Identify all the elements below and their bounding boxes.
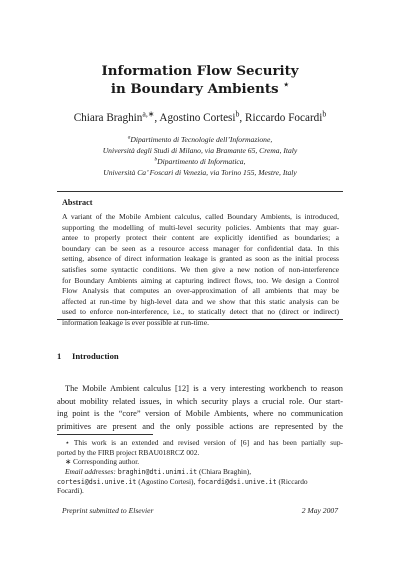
footnote-emails-line2 [57, 477, 343, 487]
section-number: 1 [57, 351, 62, 361]
abstract-line: information leakage is ever possible at run-time. [62, 317, 209, 327]
footer-preprint: Preprint submitted to Elsevier [62, 506, 154, 515]
author-1: Chiara Braghin [73, 112, 143, 124]
abstract-line: used to enforce non-interference, i.e., to statically detect that no (direct or indirect) [62, 307, 339, 317]
title-footnote-star: ⋆ [283, 79, 290, 91]
body-line: primitives are present and the only possible actions are represented by the [57, 421, 343, 431]
abstract-top-rule [57, 191, 343, 192]
abstract-line: setting, absence of direct information leakage is granted as soon as the initial process [62, 254, 339, 264]
abstract-text [62, 212, 339, 329]
abstract-line: supporting the modelling of multi-level security policies. Ambients that may guar- [62, 222, 339, 232]
author-3: Riccardo Focardi [245, 112, 323, 124]
author-1-sup: a,∗ [142, 109, 155, 119]
author-2: Agostino Cortesi [159, 112, 236, 124]
email-link-1[interactable]: braghin@dti.unimi.it [117, 468, 198, 477]
author-list: Chiara Braghin$^{a,∗}$, Agostino Cortesi$^b$, Riccardo Focardi$^b$ [73, 109, 327, 124]
abstract-line: boundary can be seen as a resource access manager for confidential data. In this [62, 243, 339, 253]
footnote-line: ported by the FIRB project RBAU018RCZ 002. [57, 447, 200, 457]
email-owner-3: (Riccardo [278, 476, 308, 486]
author-3-sup: b [322, 109, 327, 119]
body-line: about mobility related issues, in which security plays a crucial role. Our start- [57, 396, 343, 406]
abstract-line: A variant of the Mobile Ambient calculus, called Boundary Ambients, is introduced, [62, 212, 339, 221]
abstract-line: satisfies some syntactic conditions. We then give a new notion of non-interference [62, 264, 339, 274]
footnotes [57, 438, 343, 496]
section-title: Introduction [72, 351, 119, 361]
abstract-heading: Abstract [62, 198, 93, 207]
body-text [57, 383, 343, 433]
abstract-line: affected at run-time by high-level data and we show that this static analysis can be [62, 296, 339, 306]
email-owner-1: (Chiara Braghin), [198, 467, 252, 477]
footer-date: 2 May 2007 [301, 506, 338, 515]
body-line: ing point is the “core” version of Mobile Ambients, where no communication [57, 409, 343, 418]
paper-title-line2-text: in Boundary Ambients [110, 81, 279, 97]
email-link-2[interactable]: cortesi@dsi.unive.it [57, 477, 137, 486]
abstract-line: for Boundary Ambients aiming at capturing indirect flows, too. We design a Control [62, 275, 339, 285]
paper-title-line1: Information Flow Security [101, 63, 299, 79]
affiliation-a-sup: a [127, 134, 131, 141]
abstract-bottom-rule [57, 319, 343, 320]
abstract-line: antee to properly protect their content are explicitly identified as boundaries; a [62, 233, 339, 243]
affiliation-b-sup: b [154, 156, 158, 163]
paper-title-line2 [0, 81, 400, 97]
email-owner-2: (Agostino Cortesi), [138, 476, 196, 486]
affiliation-a-line2: Università degli Studi di Milano, via Bramante 65, Crema, Italy [102, 146, 298, 155]
author-2-sup: b [235, 109, 240, 119]
body-line: The Mobile Ambient calculus [12] is a very interesting workbench to reason [65, 384, 343, 393]
footnote-corresponding: ∗ Corresponding author. [65, 457, 140, 467]
email-label: Email addresses: [65, 467, 116, 477]
affiliation-b-dept: Dipartimento di Informatica, [157, 157, 246, 166]
footnote-emails-line3: Focardi). [57, 486, 84, 496]
footnote-emails-line1 [57, 467, 343, 477]
affiliation-a-line1 [0, 134, 400, 145]
footnote-line: ⋆ This work is an extended and revised version of [6] and has been partially sup- [65, 438, 343, 447]
affiliation-a-dept: Dipartimento di Tecnologie dell’Informazione, [130, 135, 273, 144]
abstract-line: Flow Analysis that computes an over-approximation of all ambients that may be [62, 286, 339, 296]
email-link-3[interactable]: focardi@dsi.unive.it [197, 477, 277, 486]
footnote-rule [57, 434, 153, 435]
section-heading [57, 351, 119, 362]
affiliation-b-line1 [0, 156, 400, 167]
affiliation-b-line2: Università Ca’ Foscari di Venezia, via Torino 155, Mestre, Italy [103, 168, 297, 177]
